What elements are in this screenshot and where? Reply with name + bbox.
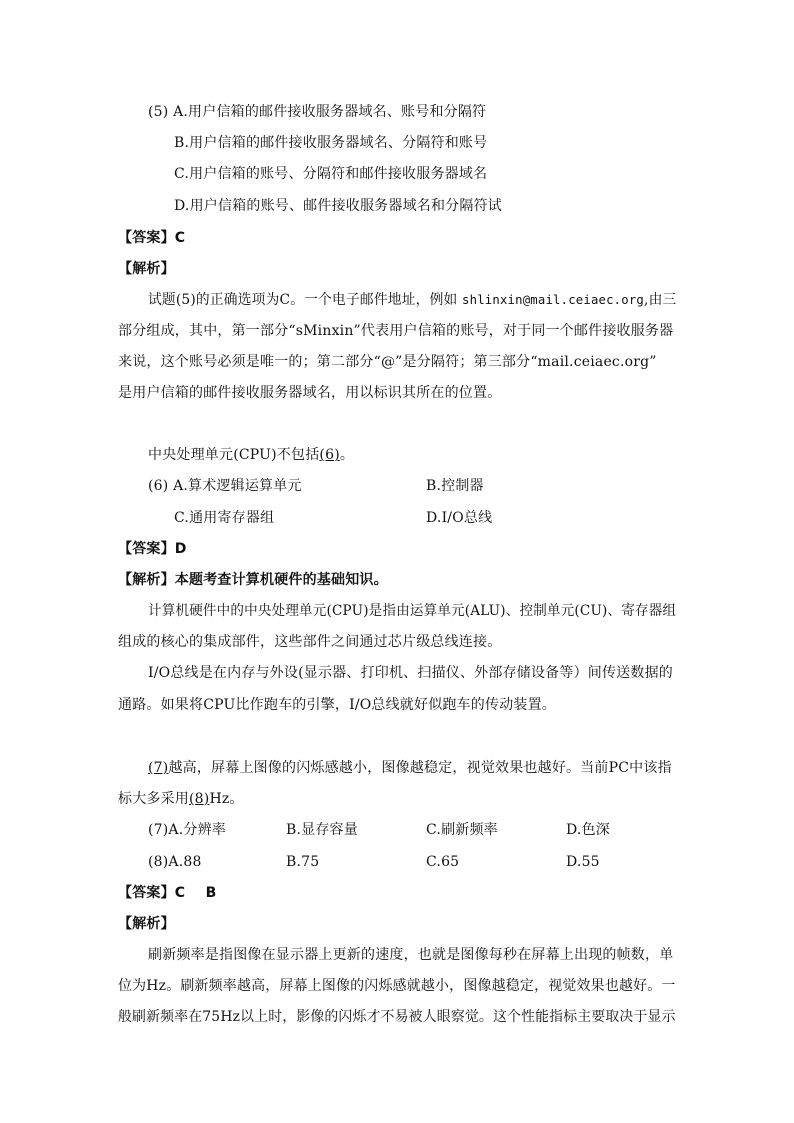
q8-option-b: B.75 — [286, 854, 320, 870]
q78-answer: 【答案】C B — [118, 885, 217, 901]
q78-stem-line-2-post: Hz。 — [209, 791, 244, 807]
q6-stem-post: 。 — [339, 447, 355, 463]
q6-analysis-heading: 【解析】本题考查计算机硬件的基础知识。 — [118, 572, 388, 588]
q78-stem-line-2-pre: 标大多采用 — [118, 791, 189, 807]
q8-option-a: (8)A.88 — [148, 854, 202, 870]
q7-option-d: D.色深 — [566, 822, 610, 838]
q78-analysis-line-1: 刷新频率是指图像在显示器上更新的速度，也就是图像每秒在屏幕上出现的帧数，单 — [148, 947, 674, 963]
q7-option-a: (7)A.分辨率 — [148, 822, 226, 838]
q6-analysis-line-4: 通路。如果将CPU比作跑车的引擎，I/O总线就好似跑车的传动装置。 — [118, 697, 557, 713]
q78-analysis-line-2: 位为Hz。刷新频率越高，屏幕上图像的闪烁感就越小，图像越稳定，视觉效果也越好。一 — [118, 978, 676, 994]
q5-option-c: C.用户信箱的账号、分隔符和邮件接收服务器域名 — [174, 166, 488, 182]
q7-blank: (7) — [148, 760, 169, 776]
q6-option-a: (6) A.算术逻辑运算单元 — [148, 478, 302, 494]
q5-analysis-line-3: 来说，这个账号必须是唯一的；第二部分“@”是分隔符；第三部分“mail.ceiaec.org” — [118, 354, 657, 370]
q5-option-b: B.用户信箱的邮件接收服务器域名、分隔符和账号 — [174, 135, 488, 151]
q6-analysis-line-3: I/O总线是在内存与外设(显示器、打印机、扫描仪、外部存储设备等）间传送数据的 — [148, 665, 673, 681]
q8-blank: (8) — [189, 791, 210, 807]
q5-answer: 【答案】C — [118, 230, 186, 246]
q6-stem-pre: 中央处理单元(CPU)不包括 — [148, 447, 320, 463]
q6-analysis-line-2: 组成的核心的集成部件，这些部件之间通过芯片级总线连接。 — [118, 634, 502, 650]
q5-option-a: (5) A.用户信箱的邮件接收服务器域名、账号和分隔符 — [148, 104, 487, 120]
q6-option-b: B.控制器 — [426, 478, 484, 494]
q8-option-c: C.65 — [426, 854, 460, 870]
q5-analysis-line-1 — [148, 291, 676, 309]
email-example: shlinxin@mail.ceiaec.org — [462, 292, 645, 307]
q6-analysis-line-1: 计算机硬件中的中央处理单元(CPU)是指由运算单元(ALU)、控制单元(CU)、寄存器组 — [148, 603, 677, 619]
q5-analysis-line-1-pre: 试题(5)的正确选项为C。一个电子邮件地址，例如 — [148, 292, 463, 308]
q78-stem-line-1 — [148, 759, 672, 777]
q78-analysis-line-3: 般刷新频率在75Hz以上时，影像的闪烁才不易被人眼察觉。这个性能指标主要取决于显示 — [118, 1009, 676, 1025]
q7-option-b: B.显存容量 — [286, 822, 358, 838]
q5-option-d: D.用户信箱的账号、邮件接收服务器域名和分隔符试 — [174, 198, 502, 214]
q6-option-c: C.通用寄存器组 — [174, 510, 275, 526]
q5-analysis-line-2: 部分组成，其中，第一部分“sMinxin”代表用户信箱的账号，对于同一个邮件接收服务器 — [118, 323, 674, 339]
q5-analysis-line-1-post: ,由三 — [644, 292, 677, 308]
q78-stem-line-2 — [118, 790, 244, 808]
q78-stem-line-1-text: 越高，屏幕上图像的闪烁感越小，图像越稳定，视觉效果也越好。当前PC中该指 — [168, 760, 672, 776]
q6-stem — [148, 446, 354, 464]
q78-analysis-heading: 【解析】 — [118, 916, 175, 932]
q6-blank: (6) — [319, 447, 340, 463]
q5-analysis-heading: 【解析】 — [118, 261, 175, 277]
q8-option-d: D.55 — [566, 854, 600, 870]
q6-answer: 【答案】D — [118, 541, 187, 557]
q5-analysis-line-4: 是用户信箱的邮件接收服务器域名，用以标识其所在的位置。 — [118, 385, 502, 401]
q7-option-c: C.刷新频率 — [426, 822, 498, 838]
q6-option-d: D.I/O总线 — [426, 510, 493, 526]
